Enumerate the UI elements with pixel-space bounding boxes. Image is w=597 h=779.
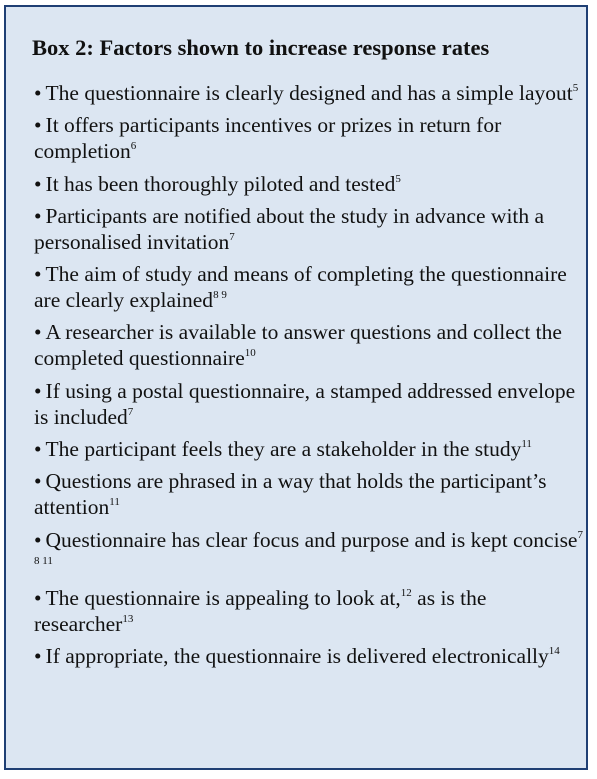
list-item <box>34 643 586 669</box>
list-item <box>34 585 586 637</box>
list-item <box>34 112 586 164</box>
bullet: • <box>34 527 42 552</box>
item-text: Participants are notified about the study in advance with a personalised invitation <box>34 203 545 254</box>
item-text: Questionnaire has clear focus and purpose and is kept concise <box>45 527 578 552</box>
bullet: • <box>34 113 42 138</box>
bullet: • <box>34 81 42 105</box>
citation-ref: 6 <box>130 140 137 153</box>
citation-ref: 5 <box>395 172 401 185</box>
item-text: The participant feels they are a stakeholder in the study <box>45 437 522 462</box>
citation-ref: 7 <box>229 230 235 243</box>
bullet: • <box>34 203 42 228</box>
list-item <box>34 468 586 520</box>
item-text: If using a postal questionnaire, a stamped addressed envelope is included <box>34 378 576 429</box>
bullet: • <box>34 585 42 610</box>
citation-ref: 13 <box>122 612 134 625</box>
item-text: It has been thoroughly piloted and tested <box>45 171 396 196</box>
factors-list <box>34 80 586 676</box>
citation-ref: 12 <box>400 586 412 599</box>
list-item <box>34 319 586 371</box>
item-text: The aim of study and means of completing the questionnaire are clearly explained <box>34 262 567 313</box>
list-item <box>34 171 586 197</box>
citation-ref: 11 <box>109 496 120 509</box>
item-text: The questionnaire is clearly designed and has a simple layout <box>45 81 573 105</box>
item-text: Questions are phrased in a way that holds the participant’s attention <box>34 469 547 520</box>
list-item <box>34 80 586 106</box>
list-item <box>34 436 586 462</box>
bullet: • <box>34 437 42 462</box>
item-text: The questionnaire is appealing to look at, <box>45 585 401 610</box>
factors-box <box>4 5 588 770</box>
citation-ref: 7 8 11 <box>34 528 583 567</box>
bullet: • <box>34 378 42 403</box>
item-text: It offers participants incentives or prizes in return for completion <box>34 113 502 164</box>
item-text: A researcher is available to answer questions and collect the completed questionnaire <box>34 320 562 371</box>
item-text-continued: as is the researcher <box>34 585 487 636</box>
bullet: • <box>34 262 42 287</box>
citation-ref: 7 <box>127 405 134 418</box>
bullet: • <box>34 171 42 196</box>
bullet: • <box>34 644 42 669</box>
list-item <box>34 261 586 313</box>
list-item <box>34 378 586 430</box>
citation-ref: 10 <box>244 347 256 360</box>
list-item <box>34 203 586 255</box>
bullet: • <box>34 320 42 345</box>
box-title: Box 2: Factors shown to increase response rates <box>32 35 490 60</box>
list-item <box>34 527 586 579</box>
citation-ref: 14 <box>548 645 560 658</box>
citation-ref: 8 9 <box>213 289 227 302</box>
item-text: If appropriate, the questionnaire is delivered electronically <box>45 644 549 669</box>
citation-ref: 11 <box>521 438 532 451</box>
bullet: • <box>34 469 42 494</box>
citation-ref: 5 <box>572 82 579 94</box>
